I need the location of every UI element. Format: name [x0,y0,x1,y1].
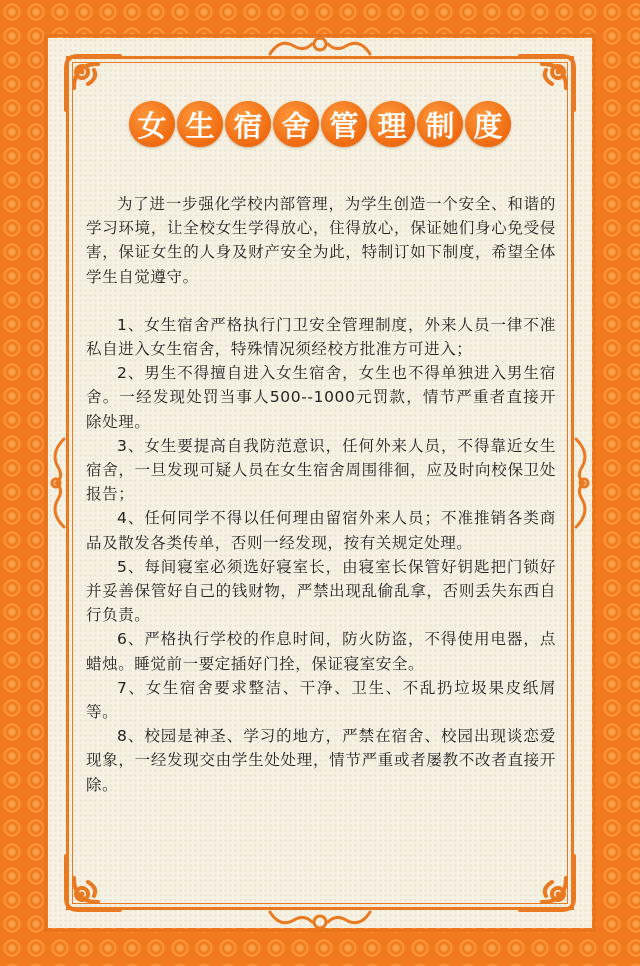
document-body [86,192,556,797]
rule-item-6: 6、严格执行学校的作息时间，防火防盗，不得使用电器，点蜡烛。睡觉前一要定插好门拴，保证寝室安全。 [86,630,556,673]
rule-item-3: 3、女生要提高自我防范意识，任何外来人员，不得靠近女生宿舍，一旦发现可疑人员在女生宿舍周围徘徊，应及时向校保卫处报告； [86,436,556,504]
scroll-ornament-icon [46,433,68,533]
title-char: 宿 [225,101,271,147]
title-char: 舍 [273,101,319,147]
page-title [116,101,524,153]
rule-item-5: 5、每间寝室必须选好寝室长，由寝室长保管好钥匙把门锁好并妥善保管好自己的钱财物，严禁出现乱偷乱拿，否则丢失东西自行负责。 [86,557,556,625]
title-char: 理 [369,101,415,147]
rule-item-7: 7、女生宿舍要求整洁、干净、卫生、不乱扔垃圾果皮纸屑等。 [86,678,556,722]
intro-paragraph: 为了进一步强化学校内部管理，为学生创造一个安全、和谐的学习环境，让全校女生学得放心，住得放心，保证她们身心免受侵害，保证女生的人身及财产安全为此，特制订如下制度，希望全体学生自觉遵守。 [86,195,556,286]
title-char: 管 [321,101,367,147]
rule-item-1: 1、女生宿舍严格执行门卫安全管理制度，外来人员一律不准私自进入女生宿舍，特殊情况须经校方批准方可进入； [86,315,556,359]
corner-ornament-icon [512,848,582,918]
title-char: 度 [465,101,511,147]
title-char: 制 [417,101,463,147]
rule-item-4: 4、任何同学不得以任何理由留宿外来人员；不准推销各类商品及散发各类传单，否则一经发现，按有关规定处理。 [86,509,556,552]
title-char: 生 [177,101,223,147]
corner-ornament-icon [58,848,128,918]
scroll-ornament-icon [260,34,380,58]
rule-item-8: 8、校园是神圣、学习的地方，严禁在宿舍、校园出现谈恋爱现象，一经发现交由学生处处理，情节严重或者屡教不改者直接开除。 [86,727,556,794]
title-char: 女 [129,101,175,147]
scroll-ornament-icon [572,433,594,533]
rule-item-2: 2、男生不得擅自进入女生宿舍，女生也不得单独进入男生宿舍。一经发现处罚当事人500--1000元罚款，情节严重者直接开除处理。 [86,364,556,431]
scroll-ornament-icon [260,908,380,932]
